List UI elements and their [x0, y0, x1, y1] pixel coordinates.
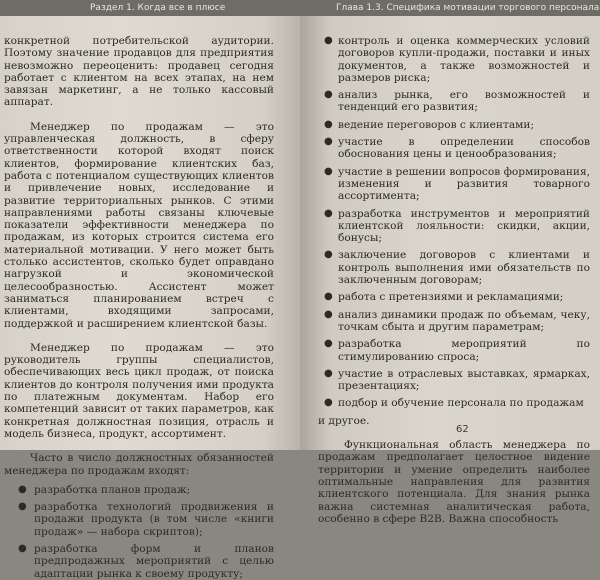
bullet-icon: ● — [324, 308, 333, 320]
bullet-icon: ● — [18, 483, 27, 495]
list-item: ● участие в отраслевых выставках, ярмарках, презентациях; — [324, 367, 590, 393]
closing-paragraph: Функциональная область менеджера по продажам предполагает целостное видение территории и умение определить наиболее оптимальные направления для развития клиентского потенциала. Для знания рынка важна системная аналитическая работа, особенно в сфере B2B. Важна способность — [318, 439, 590, 525]
list-item: ● участие в решении вопросов формирования, изменения и развития товарного ассортимента; — [324, 165, 590, 203]
right-page — [300, 0, 600, 525]
left-running-head: Раздел 1. Когда все в плюсе — [0, 0, 300, 16]
bullet-icon: ● — [324, 89, 333, 101]
list-item: ● разработка технологий продвижения и продажи продукта (в том числе «книги продаж» — набора скриптов); — [18, 501, 274, 538]
right-running-head: Глава 1.3. Специфика мотивации торгового персонала — [300, 0, 600, 16]
bullet-icon: ● — [324, 118, 333, 130]
list-item: ● разработка планов продаж; — [18, 483, 191, 496]
list-continuation: и другое. — [318, 414, 370, 427]
list-item: ● ведение переговоров с клиентами; — [324, 118, 535, 131]
bullet-icon: ● — [324, 338, 333, 350]
list-item: ● анализ рынка, его возможностей и тенденций его развития; — [324, 89, 590, 114]
paragraph: Менеджер по продажам — это управленческая должность, в сферу ответственности которой входят поиск клиентов, формирование клиентских баз, работа с потенциалом существующих клиентов и привлечение новых, исследование и развитие территориальных рынков. С этими направлениями работы связаны ключевые показатели эффективности менеджера по продажам, из которых строится система его материальной мотивации. У него может быть столько ассистентов, сколько будет оправдано нагрузкой и экономической целесообразностью. Ассистент может заниматься планированием встреч с клиентами, входящими запросами, поддержкой и расширением клиентской базы. — [4, 120, 274, 330]
list-item: ● работа с претензиями и рекламациями; — [324, 291, 564, 304]
bullet-icon: ● — [324, 207, 333, 219]
bullet-icon: ● — [18, 542, 27, 554]
list-item: ● разработка инструментов и мероприятий клиентской лояльности: скидки, акции, бонусы; — [324, 207, 590, 245]
bullet-icon: ● — [324, 367, 333, 379]
list-item: ● контроль и оценка коммерческих условий договоров купли-продажи, поставки и иных документов, а также возможностей и размеров риска; — [324, 35, 590, 84]
paragraph: Менеджер по продажам — это руководитель группы специалистов, обеспечивающих весь цикл продаж, от поиска клиентов до контроля получения ими продукта по платежным документам. Набор его компетенций зависит от таких параметров, как конкретная должностная позиция, отрасль и модель бизнеса, продукт, ассортимент. — [4, 341, 274, 440]
list-item: ● разработка мероприятий по стимулированию спроса; — [324, 338, 590, 363]
list-item: ● заключение договоров с клиентами и контроль выполнения ими обязательств по заключенным договорам; — [324, 249, 590, 287]
bullet-icon: ● — [324, 136, 333, 148]
bullet-icon: ● — [324, 249, 333, 261]
bullet-icon: ● — [324, 165, 333, 177]
bullet-icon: ● — [324, 35, 333, 46]
page-number: 62 — [456, 424, 469, 435]
bullet-icon: ● — [18, 501, 27, 513]
list-item: ● анализ динамики продаж по объемам, чеку, точкам сбыта и другим параметрам; — [324, 308, 590, 333]
list-item: ● подбор и обучение персонала по продажам — [324, 397, 584, 410]
bullet-icon: ● — [324, 291, 333, 303]
paragraph: Часто в число должностных обязанностей менеджера по продажам входят: — [4, 452, 274, 477]
bullet-icon: ● — [324, 397, 333, 409]
list-item: ● участие в определении способов обоснования цены и ценообразования; — [324, 136, 590, 161]
duties-list-continued — [318, 35, 590, 410]
duties-list — [4, 484, 274, 580]
list-item: ● разработка форм и планов предпродажных мероприятий с целью адаптации рынка к своему продукту; — [18, 542, 274, 580]
paragraph: конкретной потребительской аудитории. Поэтому значение продавцов для предприятия невозможно переоценить: продавец сегодня работает с клиентом на всех этапах, на нем завязан маркетинг, а не только кассовый аппарат. — [4, 35, 274, 109]
